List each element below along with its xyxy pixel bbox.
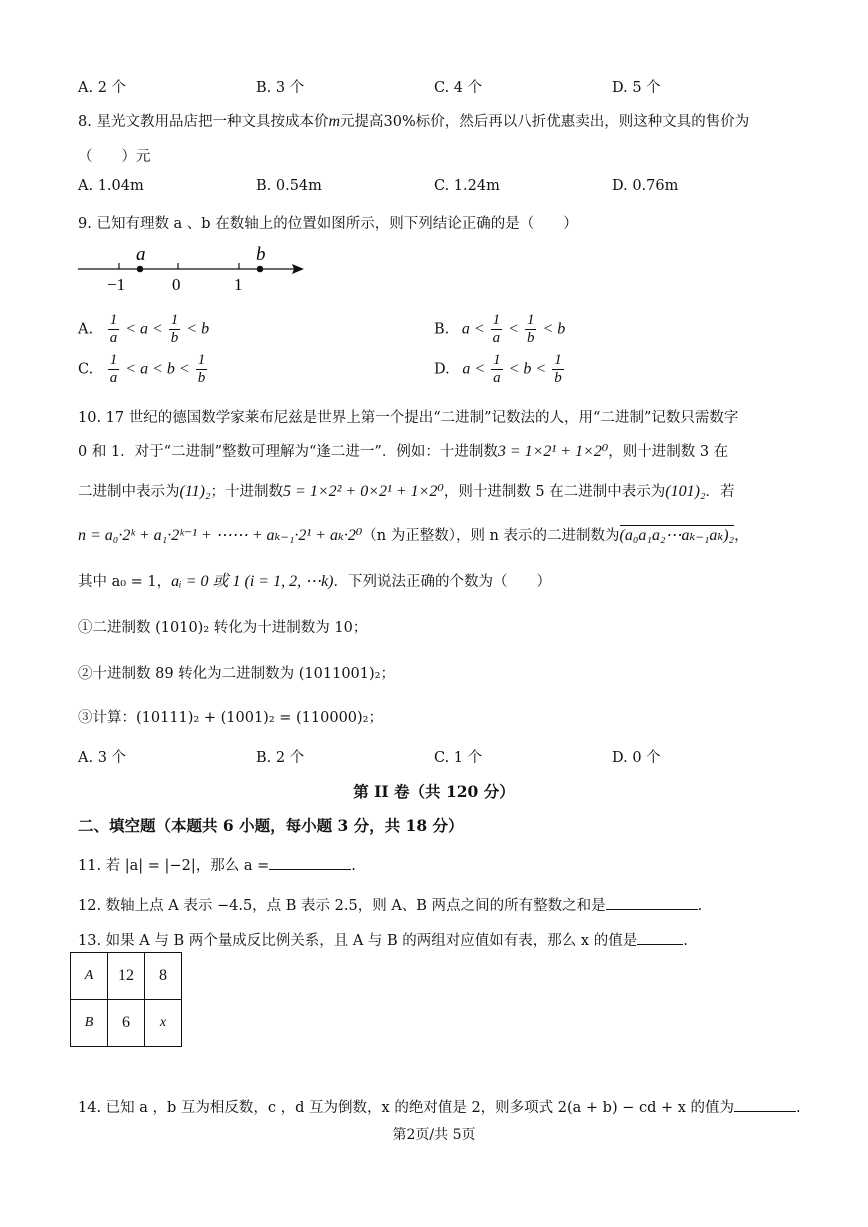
frac-1-over-a: $\frac{1}{a}$ <box>109 312 118 346</box>
q10-line3-tail: ．若 <box>705 484 735 500</box>
q7-option-b: B. 3 个 <box>256 80 305 96</box>
q9-option-b-letter: B. <box>434 321 450 338</box>
q14-answer-blank[interactable] <box>734 1097 796 1112</box>
tick-label-0: 0 <box>172 275 181 294</box>
q13-end: . <box>683 933 688 949</box>
q10-line4 <box>78 524 749 545</box>
q12-answer-blank[interactable] <box>606 895 698 910</box>
q9-option-d-letter: D. <box>434 361 450 378</box>
q10-line4-tail: ， <box>734 528 749 544</box>
table-row <box>71 1000 182 1047</box>
q8-option-b: B. 0.54m <box>256 178 322 194</box>
q13-text: 13. 如果 A 与 B 两个量成反比例关系，且 A 与 B 的两组对应值如有表，那么 x 的值是 <box>78 933 638 949</box>
q10-line2 <box>78 440 728 461</box>
point-a <box>137 266 144 273</box>
q10-option-a: A. 3 个 <box>78 750 127 766</box>
q14-end: . <box>796 1100 801 1116</box>
q10-option-b: B. 2 个 <box>256 750 305 766</box>
q8-option-a: A. 1.04m <box>78 178 144 194</box>
q10-ai-condition: aᵢ = 0 或 1 (i = 1, 2, ⋯k) <box>171 573 334 590</box>
q8-option-d: D. 0.76m <box>612 178 679 194</box>
part2-title: 第 II 卷（共 120 分） <box>353 782 515 801</box>
q11-text: 11. 若 |a| = |−2|，那么 a = <box>78 858 270 874</box>
q11 <box>78 854 356 875</box>
q10-line3 <box>78 480 735 501</box>
table-cell: 12 <box>108 953 145 1000</box>
q8-stem-part2: 元提高30%标价，然后再以八折优惠卖出，则这种文具的售价为 <box>340 114 750 130</box>
frac-1-over-b: $\frac{1}{b}$ <box>170 312 179 346</box>
q10-binary-representation: (a₀a₁a₂⋯aₖ₋₁aₖ)₂ <box>619 527 735 544</box>
q8-stem-line1 <box>78 110 749 131</box>
q10-line1: 10. 17 世纪的德国数学家莱布尼兹是世界上第一个提出“二进制”记数法的人，用“二进制”记数只需数字 <box>78 410 739 426</box>
q12-end: . <box>697 898 703 914</box>
q8-stem-line2: （ ）元 <box>78 149 151 165</box>
q10-binary-101: (101)₂ <box>665 483 706 500</box>
q10-item-3: ③计算：(10111)₂ + (1001)₂ = (110000)₂； <box>78 710 383 726</box>
table-cell: A <box>71 953 108 1000</box>
table-cell: 6 <box>108 1000 145 1047</box>
table-cell: B <box>71 1000 108 1047</box>
q14-text: 14. 已知 a ，b 互为相反数，c ，d 互为倒数，x 的绝对值是 2，则多项式 2(a + b) − cd + x 的值为 <box>78 1100 735 1116</box>
frac-1-over-a: $\frac{1}{a}$ <box>493 352 501 386</box>
frac-1-over-a: $\frac{1}{a}$ <box>109 352 118 386</box>
q14 <box>78 1096 801 1117</box>
q10-line4-text: （n 为正整数），则 n 表示的二进制数为 <box>362 528 620 544</box>
q9-option-c-letter: C. <box>78 361 94 378</box>
q10-item-1: ①二进制数 (1010)₂ 转化为十进制数为 10； <box>78 620 368 636</box>
q8-stem-part1: 8. 星光文教用品店把一种文具按成本价 <box>78 114 329 130</box>
q8-option-c: C. 1.24m <box>434 178 500 194</box>
q10-line5-text: 其中 a₀ = 1， <box>78 574 172 590</box>
q9-option-d: D. a < $\frac{1}{a}$ < b < $\frac{1}{b}$ <box>434 352 562 386</box>
table-cell: x <box>145 1000 182 1047</box>
q13-answer-blank[interactable] <box>637 930 683 945</box>
q7-option-d: D. 5 个 <box>612 80 661 96</box>
q10-line5-tail: ．下列说法正确的个数为（ ） <box>333 574 552 590</box>
q10-line5 <box>78 568 551 591</box>
q10-decimal-3-expansion: 3 = 1×2¹ + 1×2⁰ <box>497 443 609 460</box>
label-a: a <box>136 244 146 265</box>
q9-stem: 9. 已知有理数 a 、b 在数轴上的位置如图所示，则下列结论正确的是（ ） <box>78 216 578 232</box>
q10-item-2: ②十进制数 89 转化为二进制数为 (1011001)₂； <box>78 666 395 682</box>
q10-option-d: D. 0 个 <box>612 750 661 766</box>
q9-option-b: B. a < $\frac{1}{a}$ < $\frac{1}{b}$ < b <box>434 312 566 346</box>
q9-option-c: C. $\frac{1}{a}$ < a < b < $\frac{1}{b}$ <box>78 352 206 386</box>
point-b <box>257 266 264 273</box>
q10-line2-tail: ，则十进制数 3 在 <box>608 444 729 460</box>
q13 <box>78 929 688 950</box>
q10-binary-11: (11)₂ <box>179 483 211 500</box>
q10-line3-text: 二进制中表示为 <box>78 484 180 500</box>
label-b: b <box>256 244 266 265</box>
q9-option-a: A. $\frac{1}{a}$ < a < $\frac{1}{b}$ < b <box>78 312 210 346</box>
table-cell: 8 <box>145 953 182 1000</box>
q7-option-c: C. 4 个 <box>434 80 483 96</box>
q12 <box>78 894 702 915</box>
page-footer: 第2页/共 5页 <box>392 1127 476 1143</box>
q10-option-c: C. 1 个 <box>434 750 483 766</box>
q10-n-expansion: n = a₀·2ᵏ + a₁·2ᵏ⁻¹ + ⋯⋯ + aₖ₋₁·2¹ + aₖ·2⁰ <box>78 527 363 544</box>
frac-1-over-b: $\frac{1}{b}$ <box>554 352 562 386</box>
table-row <box>71 953 182 1000</box>
q12-text: 12. 数轴上点 A 表示 −4.5，点 B 表示 2.5，则 A、B 两点之间的所有整数之和是 <box>78 898 606 914</box>
q9-option-a-letter: A. <box>78 321 94 338</box>
q11-answer-blank[interactable] <box>269 855 351 870</box>
q13-value-table <box>70 952 182 1047</box>
q10-line3-mid2: ，则十进制数 5 在二进制中表示为 <box>443 484 666 500</box>
frac-1-over-b: $\frac{1}{b}$ <box>526 312 535 346</box>
number-line-figure <box>74 238 314 294</box>
q10-decimal-5-expansion: 5 = 1×2² + 0×2¹ + 1×2⁰ <box>283 483 444 500</box>
frac-1-over-a: $\frac{1}{a}$ <box>492 312 501 346</box>
q7-option-a: A. 2 个 <box>78 80 127 96</box>
section2-title: 二、填空题（本题共 6 小题，每小题 3 分，共 18 分） <box>78 816 464 835</box>
frac-1-over-b: $\frac{1}{b}$ <box>197 352 206 386</box>
tick-label-neg1: −1 <box>107 275 126 294</box>
q11-end: . <box>351 858 356 874</box>
tick-label-1: 1 <box>234 275 243 294</box>
q10-line3-mid: ；十进制数 <box>210 484 284 500</box>
q8-var-m: m <box>328 113 341 130</box>
q10-line2-text: 0 和 1．对于“二进制”整数可理解为“逢二进一”．例如：十进制数 <box>78 444 498 460</box>
